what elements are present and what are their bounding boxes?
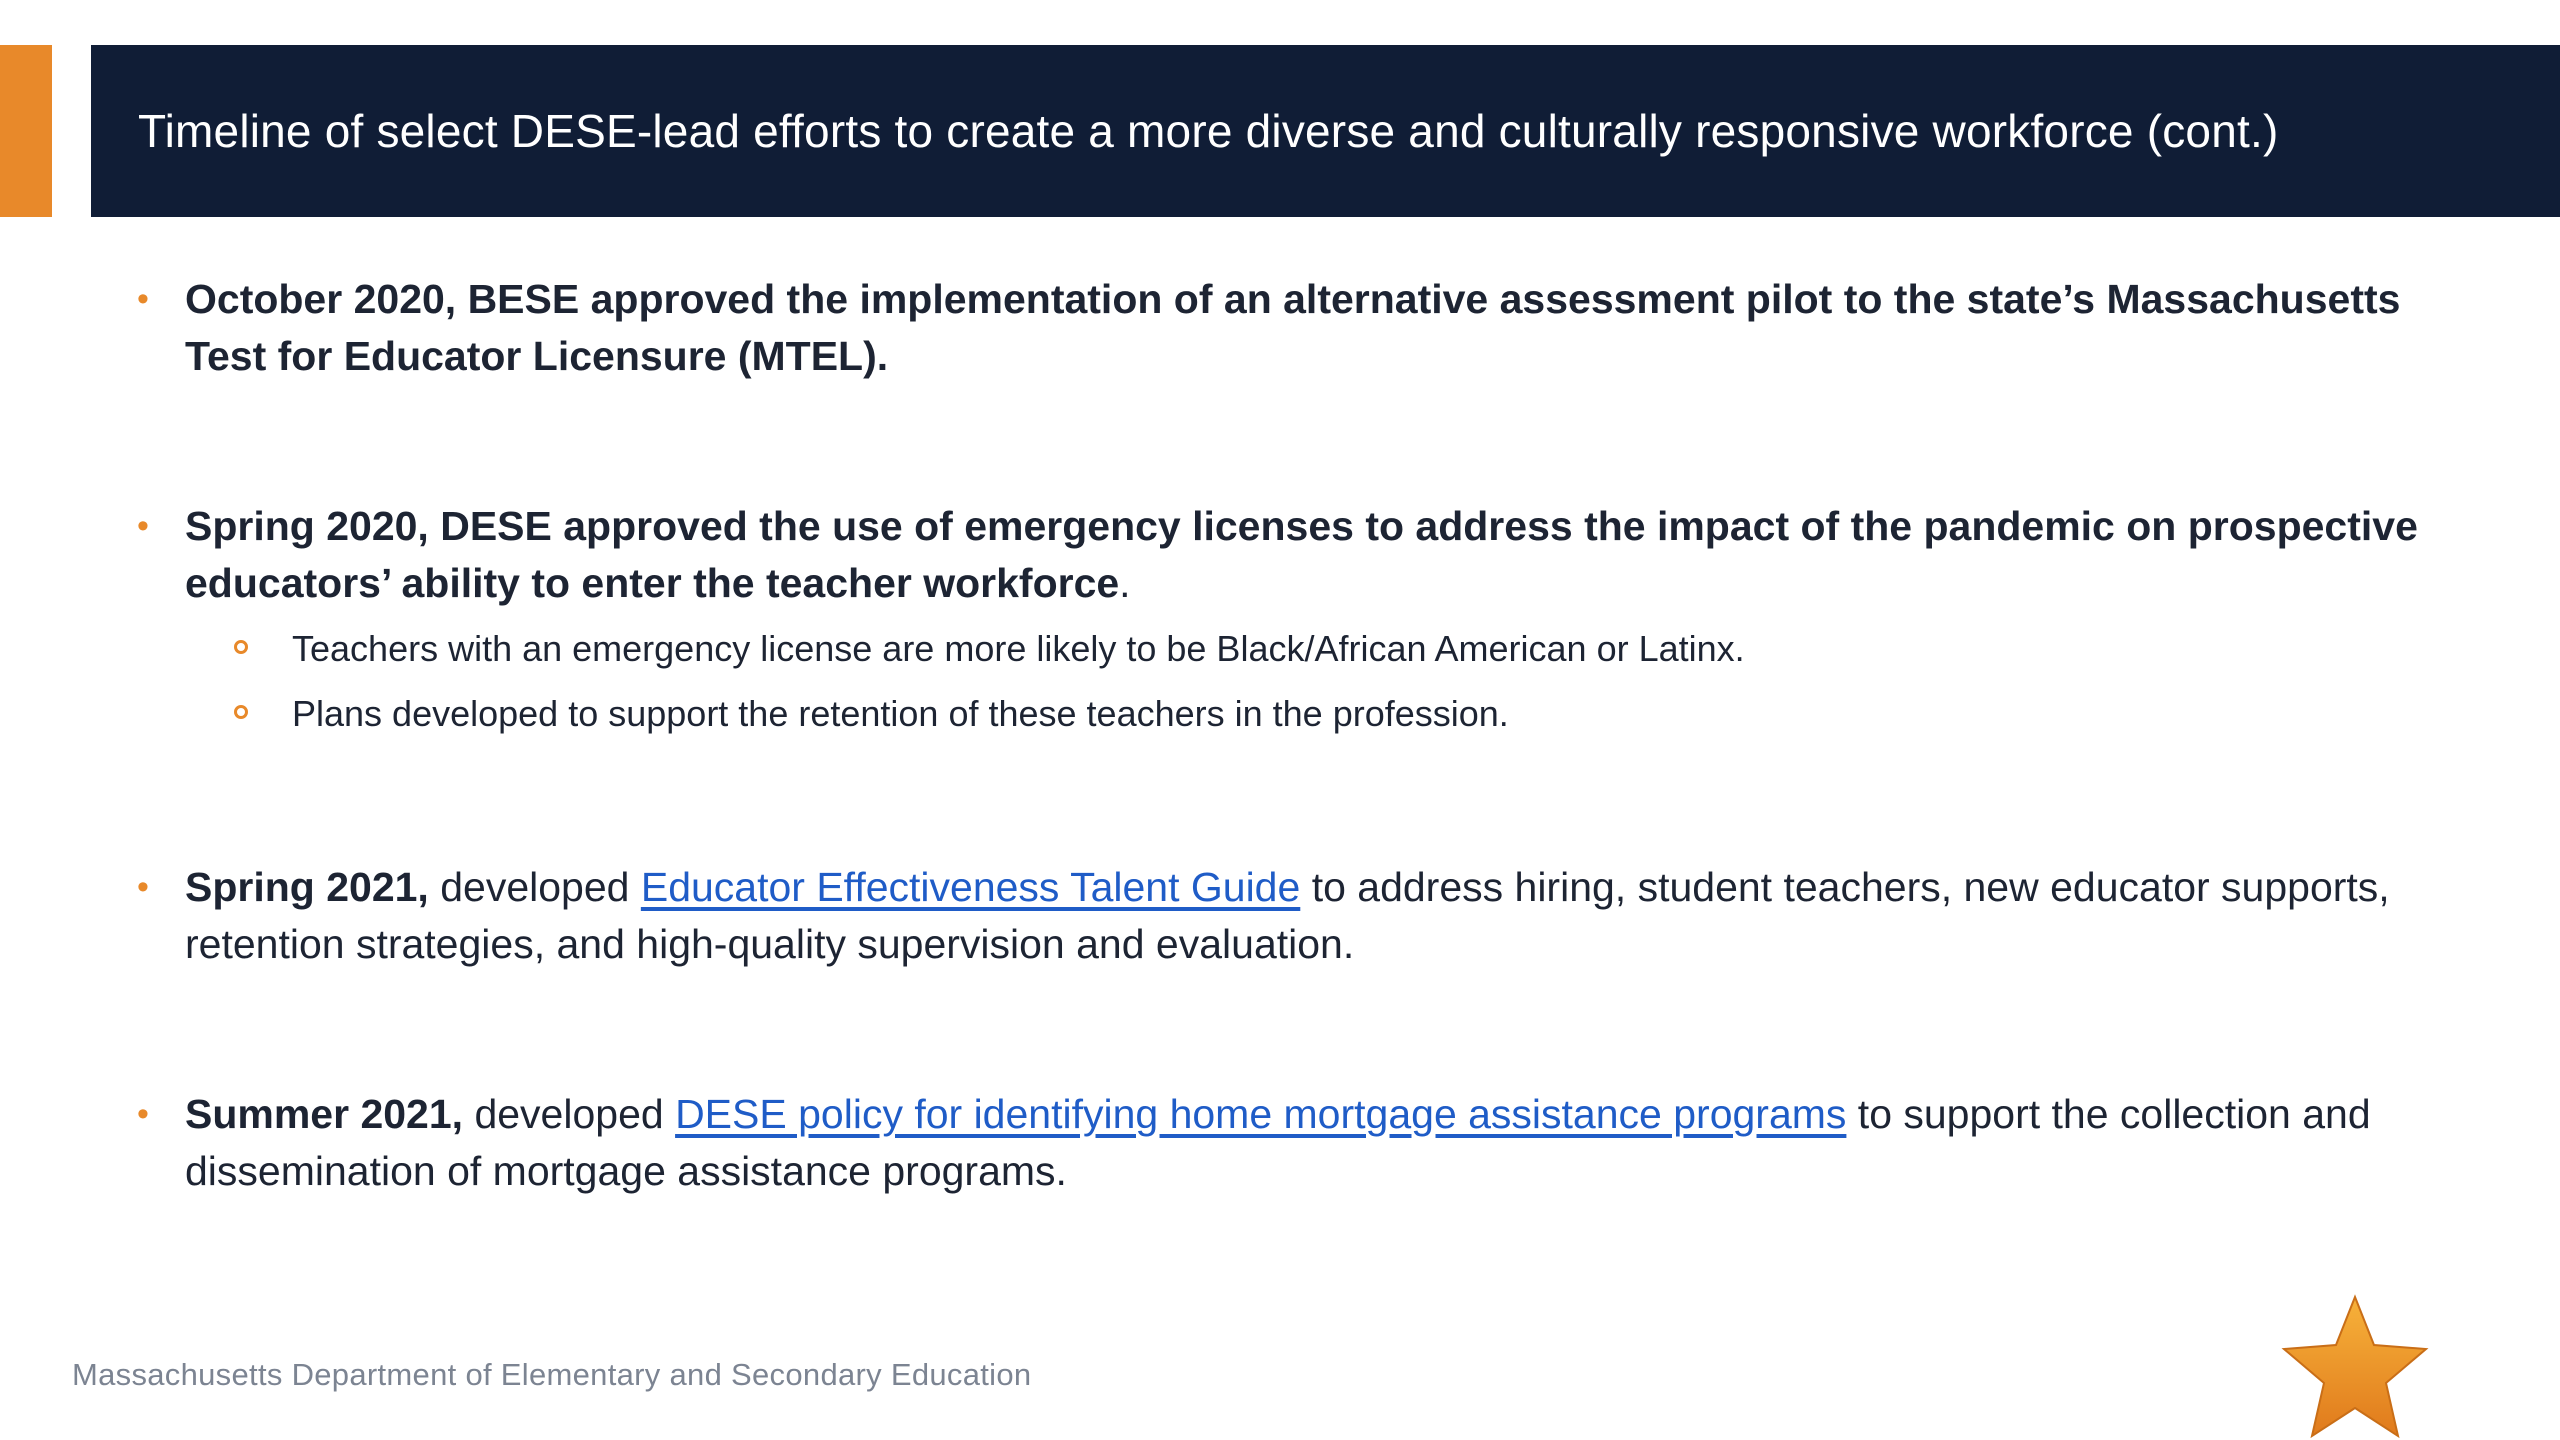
bullet-icon: •: [137, 280, 149, 318]
list-item: [137, 271, 2455, 385]
sub-list-item: [292, 624, 1745, 674]
star-icon: [2280, 1293, 2430, 1440]
slide-title: Timeline of select DESE-lead efforts to create a more diverse and culturally responsive workforce (cont.): [138, 105, 2279, 157]
item-text: developed: [463, 1091, 676, 1137]
sub-item-text: Teachers with an emergency license are more likely to be Black/African American or Latinx.: [292, 628, 1745, 669]
item-text: to support the collection and dissemination of mortgage assistance programs.: [185, 1091, 2371, 1194]
bullet-icon: •: [137, 1095, 149, 1133]
sub-item-text: Plans developed to support the retention of these teachers in the profession.: [292, 693, 1509, 734]
circle-bullet-icon: [234, 640, 248, 654]
item-bold-text: Summer 2021,: [185, 1091, 464, 1137]
circle-bullet-icon: [234, 705, 248, 719]
bullet-icon: •: [137, 507, 149, 545]
item-text: .: [1119, 560, 1131, 606]
bullet-icon: •: [137, 868, 149, 906]
mortgage-policy-link[interactable]: DESE policy for identifying home mortgage assistance programs: [675, 1091, 1847, 1137]
sub-list-item: [292, 689, 1509, 739]
item-bold-text: Spring 2021,: [185, 864, 429, 910]
item-bold-text: October 2020, BESE approved the implementation of an alternative assessment pilot to the state’s Massachusetts Test for Educator Licensure (MTEL).: [185, 276, 2401, 379]
list-item: [137, 859, 2455, 973]
list-item: [137, 498, 2455, 612]
item-bold-text: Spring 2020, DESE approved the use of emergency licenses to address the impact of the pandemic on prospective educators’ ability to enter the teacher workforce: [185, 503, 2418, 606]
talent-guide-link[interactable]: Educator Effectiveness Talent Guide: [640, 864, 1301, 910]
footer-organization: Massachusetts Department of Elementary and Secondary Education: [72, 1357, 1032, 1392]
item-text: to address hiring, student teachers, new educator supports, retention strategies, and high-quality supervision and evaluation.: [185, 864, 2390, 967]
item-text: developed: [428, 864, 641, 910]
list-item: [137, 1086, 2455, 1200]
